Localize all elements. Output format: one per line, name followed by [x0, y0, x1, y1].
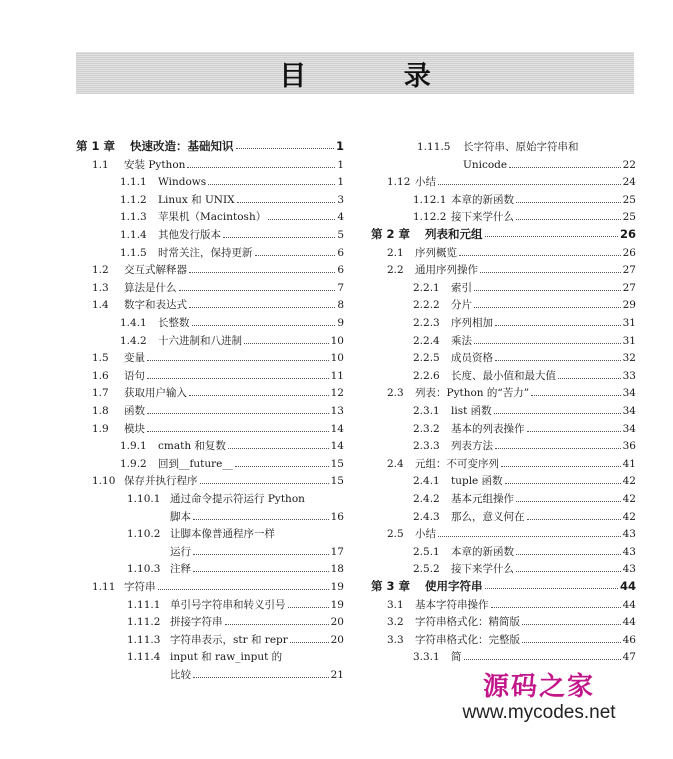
toc-dot-leader — [505, 472, 621, 484]
toc-entry-title: Windows — [158, 176, 207, 189]
toc-dot-leader — [158, 578, 329, 590]
toc-entry — [371, 332, 636, 350]
toc-entry-title: 模块 — [124, 422, 145, 435]
toc-chapter-entry — [76, 137, 344, 155]
toc-entry — [76, 332, 344, 350]
toc-entry — [76, 279, 344, 297]
toc-page-number: 1 — [337, 158, 344, 171]
toc-page-number: 44 — [622, 616, 636, 629]
toc-entry — [76, 613, 344, 631]
toc-dot-leader — [189, 384, 329, 396]
toc-page-number: 22 — [622, 158, 636, 171]
toc-dot-leader — [438, 173, 621, 185]
toc-entry-number: 1.8 — [92, 405, 109, 417]
toc-page-number: 13 — [330, 405, 344, 417]
toc-dot-leader — [527, 508, 621, 520]
toc-dot-leader — [474, 279, 621, 291]
toc-dot-leader — [147, 349, 329, 361]
toc-entry-number: 2.1 — [387, 246, 404, 259]
toc-dot-leader — [193, 508, 329, 520]
toc-entry-number: 1.2 — [92, 264, 109, 277]
toc-entry-title: 序列概览 — [415, 246, 457, 259]
toc-entry — [371, 314, 636, 332]
toc-entry — [76, 296, 344, 314]
toc-entry-title: 字符串格式化：完整版 — [415, 633, 520, 646]
toc-entry-title: 保存并执行程序 — [124, 475, 198, 488]
toc-entry-number: 1.11.5 — [417, 141, 451, 153]
toc-entry-number: 第 3 章 — [371, 579, 411, 593]
toc-dot-leader — [464, 648, 621, 660]
toc-entry — [76, 543, 344, 561]
toc-entry — [76, 455, 344, 473]
toc-page-number: 34 — [622, 405, 636, 417]
toc-page-number: 31 — [622, 334, 636, 347]
toc-entry-title: 让脚本像普通程序一样 — [170, 528, 275, 541]
toc-entry — [371, 208, 636, 226]
toc-entry-title: 基本元组操作 — [451, 493, 514, 505]
toc-entry-number: 1.10 — [92, 475, 116, 488]
toc-dot-leader — [527, 420, 621, 432]
toc-page-number: 43 — [622, 528, 636, 541]
toc-entry — [371, 437, 636, 455]
toc-entry — [371, 596, 636, 614]
toc-dot-leader — [193, 560, 329, 572]
toc-entry-number: 1.1.1 — [120, 176, 147, 189]
toc-dot-leader — [516, 543, 621, 555]
toc-entry-number: 1.1.2 — [120, 193, 147, 206]
toc-entry-title: 十六进制和八进制 — [158, 334, 242, 347]
toc-entry — [76, 226, 344, 244]
toc-entry-number: 2.2.2 — [413, 299, 440, 312]
toc-entry-title: 长整数 — [158, 317, 190, 329]
toc-entry-number: 1.11.1 — [127, 598, 161, 611]
toc-page-number: 1 — [337, 176, 344, 189]
toc-page-number: 42 — [622, 510, 636, 523]
watermark-url: www.mycodes.net — [462, 702, 616, 723]
toc-entry-title: list 函数 — [451, 405, 492, 417]
toc-entry-title: 时常关注，保持更新 — [158, 246, 253, 259]
toc-entry — [76, 208, 344, 226]
toc-page-number: 26 — [622, 246, 636, 259]
toc-dot-leader — [223, 226, 335, 238]
toc-entry — [76, 560, 344, 578]
toc-entry — [76, 261, 344, 279]
toc-entry — [371, 279, 636, 297]
toc-entry — [371, 296, 636, 314]
toc-entry-title: 安装 Python — [124, 158, 186, 171]
toc-dot-leader — [187, 156, 335, 168]
toc-entry — [76, 367, 344, 385]
toc-page-number: 29 — [622, 299, 636, 312]
toc-chapter-entry — [371, 577, 636, 595]
toc-entry-number: 3.3 — [387, 633, 404, 646]
toc-page-number: 44 — [622, 598, 636, 611]
toc-entry — [371, 508, 636, 526]
toc-page-number: 12 — [330, 387, 344, 400]
toc-entry — [371, 543, 636, 561]
toc-dot-leader — [193, 543, 329, 555]
toc-entry-number: 1.5 — [92, 352, 109, 365]
toc-dot-leader — [268, 208, 335, 220]
toc-entry-number: 1.12.1 — [413, 193, 447, 206]
toc-entry-title: 列表方法 — [451, 440, 493, 453]
toc-entry-number: 3.2 — [387, 616, 404, 629]
toc-page-number: 19 — [330, 598, 344, 611]
toc-entry — [371, 261, 636, 279]
toc-entry-number: 1.12 — [387, 176, 411, 189]
toc-dot-leader — [485, 225, 618, 237]
toc-entry-number: 1.11.2 — [127, 616, 161, 629]
toc-entry-title: input 和 raw_input 的 — [170, 651, 283, 664]
toc-entry-title: 字符串表示，str 和 repr — [170, 633, 288, 646]
toc-page-number: 43 — [622, 545, 636, 558]
toc-dot-leader — [474, 332, 621, 344]
toc-entry-title: 苹果机（Macintosh） — [158, 211, 267, 224]
toc-page-number: 21 — [330, 669, 344, 681]
toc-entry-number: 2.5.1 — [413, 545, 440, 558]
toc-page-number: 14 — [330, 422, 344, 435]
toc-entry-title: 长度、最小值和最大值 — [451, 369, 556, 382]
toc-entry — [76, 578, 344, 596]
toc-page-number: 1 — [335, 139, 344, 153]
toc-dot-leader — [192, 314, 336, 326]
toc-page-number: 24 — [622, 176, 636, 189]
toc-page-number: 7 — [337, 281, 344, 294]
toc-entry-title: 字符串格式化：精简版 — [415, 616, 520, 629]
toc-entry-title: 元组：不可变序列 — [415, 457, 499, 470]
toc-entry-title: 其他发行版本 — [158, 229, 221, 241]
toc-entry-title: 通用序列操作 — [415, 264, 478, 277]
toc-dot-leader — [495, 314, 621, 326]
toc-dot-leader — [147, 402, 329, 414]
toc-page-number: 14 — [330, 440, 344, 453]
toc-entry-title: 简 — [451, 651, 462, 664]
toc-dot-leader — [225, 613, 329, 625]
toc-dot-leader — [558, 367, 621, 379]
toc-entry — [76, 156, 344, 174]
toc-page-number: 20 — [330, 616, 344, 629]
toc-dot-leader — [189, 296, 335, 308]
toc-page-number: 25 — [622, 193, 636, 206]
toc-dot-leader — [516, 191, 621, 203]
toc-entry-number: 1.9 — [92, 422, 109, 435]
toc-page-number: 34 — [622, 422, 636, 435]
toc-entry — [371, 244, 636, 262]
toc-page-number: 10 — [330, 352, 344, 365]
toc-dot-leader — [480, 261, 621, 273]
toc-entry-number: 第 1 章 — [76, 139, 116, 153]
watermark — [444, 672, 634, 724]
toc-entry-number: 2.2.6 — [413, 369, 440, 382]
toc-dot-leader — [244, 332, 329, 344]
toc-entry-number: 2.3 — [387, 387, 404, 400]
page-title: 目 录 — [279, 60, 475, 92]
toc-dot-leader — [522, 613, 621, 625]
toc-entry-number: 1.10.1 — [127, 493, 161, 505]
toc-page-number: 47 — [622, 651, 636, 664]
toc-entry-number: 2.4.2 — [413, 493, 440, 505]
toc-dot-leader — [531, 384, 620, 396]
toc-entry-number: 2.2 — [387, 264, 404, 277]
toc-dot-leader — [147, 367, 329, 379]
toc-page-number: 5 — [337, 229, 344, 241]
toc-entry-number: 2.5 — [387, 528, 404, 541]
toc-dot-leader — [494, 402, 621, 414]
toc-dot-leader — [485, 577, 618, 589]
toc-entry-number: 1.1.3 — [120, 211, 147, 224]
toc-entry — [371, 384, 636, 402]
toc-page-number: 41 — [622, 457, 636, 470]
toc-entry — [371, 367, 636, 385]
toc-entry — [371, 138, 636, 156]
toc-entry-title: 快速改造：基础知识 — [130, 139, 234, 153]
toc-entry-number: 2.3.3 — [413, 440, 440, 453]
toc-entry-number: 1.6 — [92, 369, 109, 382]
toc-entry-title: 使用字符串 — [425, 579, 483, 593]
toc-dot-leader — [237, 191, 336, 203]
toc-dot-leader — [491, 596, 621, 608]
toc-entry-title: 序列相加 — [451, 317, 493, 329]
toc-entry — [76, 525, 344, 543]
toc-dot-leader — [495, 349, 621, 361]
toc-entry-title: 乘法 — [451, 334, 472, 347]
toc-entry-number: 1.1.4 — [120, 229, 147, 241]
toc-entry-title: 算法是什么 — [124, 281, 177, 294]
toc-entry-title: Unicode — [463, 158, 508, 171]
toc-entry — [76, 648, 344, 666]
toc-dot-leader — [516, 490, 621, 502]
toc-entry — [76, 173, 344, 191]
toc-page-number: 3 — [337, 193, 344, 206]
toc-entry-number: 1.12.2 — [413, 211, 447, 224]
toc-entry-title: 列表：Python 的“苦力” — [415, 387, 530, 400]
toc-entry-number: 2.2.4 — [413, 334, 440, 347]
toc-page-number: 10 — [330, 334, 344, 347]
toc-page-number: 20 — [330, 633, 344, 646]
toc-dot-leader — [255, 244, 336, 256]
toc-entry-number: 2.4.3 — [413, 510, 440, 523]
toc-dot-leader — [522, 631, 621, 643]
toc-entry-title: 注释 — [170, 563, 191, 576]
toc-dot-leader — [147, 420, 329, 432]
toc-entry-title: 小结 — [415, 528, 436, 541]
toc-entry-number: 1.7 — [92, 387, 109, 400]
toc-entry-title: 数字和表达式 — [124, 299, 187, 312]
toc-dot-leader — [288, 596, 329, 608]
toc-entry — [76, 420, 344, 438]
toc-entry-title: 函数 — [124, 405, 145, 417]
toc-entry-title: tuple 函数 — [451, 475, 503, 488]
toc-entry-number: 2.2.5 — [413, 352, 440, 365]
watermark-logo-text: 源码之家 — [482, 672, 595, 702]
toc-page-number: 15 — [330, 475, 344, 488]
toc-entry-title: 单引号字符串和转义引号 — [170, 598, 286, 611]
toc-entry-title: 基本的列表操作 — [451, 422, 525, 435]
toc-entry-number: 1.11.3 — [127, 633, 161, 646]
toc-entry-number: 1.10.2 — [127, 528, 161, 541]
toc-entry — [371, 631, 636, 649]
toc-dot-leader — [193, 666, 329, 678]
toc-entry-number: 1.1 — [92, 158, 109, 171]
toc-chapter-entry — [371, 225, 636, 243]
toc-entry — [76, 349, 344, 367]
toc-entry — [371, 648, 636, 666]
toc-entry-title: 运行 — [170, 545, 191, 558]
toc-dot-leader — [179, 279, 336, 291]
toc-entry-number: 2.3.2 — [413, 422, 440, 435]
toc-entry — [371, 420, 636, 438]
toc-page-number: 27 — [622, 281, 636, 294]
toc-page-number: 31 — [622, 317, 636, 329]
toc-entry-number: 1.4.2 — [120, 334, 147, 347]
toc-entry — [371, 173, 636, 191]
toc-page-number: 4 — [337, 211, 344, 224]
toc-entry-number: 第 2 章 — [371, 227, 411, 241]
toc-entry — [76, 384, 344, 402]
toc-entry-number: 2.4.1 — [413, 475, 440, 488]
toc-entry — [76, 472, 344, 490]
toc-entry-title: 变量 — [124, 352, 145, 365]
toc-dot-leader — [235, 455, 329, 467]
toc-entry-title: 脚本 — [170, 510, 191, 523]
toc-page-number: 6 — [337, 246, 344, 259]
toc-entry — [76, 314, 344, 332]
toc-entry-number: 1.4 — [92, 299, 109, 312]
toc-page-number: 33 — [622, 369, 636, 382]
toc-entry-number: 2.5.2 — [413, 563, 440, 576]
toc-entry-title: 本章的新函数 — [451, 193, 514, 206]
toc-dot-leader — [290, 631, 329, 643]
toc-entry-title: 列表和元组 — [425, 227, 483, 241]
toc-entry — [371, 560, 636, 578]
toc-page-number: 11 — [330, 369, 344, 382]
toc-entry-number: 2.2.1 — [413, 281, 440, 294]
toc-page-number: 34 — [622, 387, 636, 400]
toc-entry-number: 1.3 — [92, 281, 109, 294]
toc-entry — [76, 666, 344, 684]
toc-page-number: 46 — [622, 633, 636, 646]
toc-entry-number: 3.3.1 — [413, 651, 440, 664]
toc-entry-title: 字符串 — [124, 581, 156, 593]
toc-entry-number: 1.11.4 — [127, 651, 161, 664]
toc-page-number: 9 — [337, 317, 344, 329]
toc-entry — [76, 508, 344, 526]
toc-page-number: 8 — [337, 299, 344, 312]
toc-entry — [371, 349, 636, 367]
toc-entry — [371, 472, 636, 490]
toc-entry-title: 基本字符串操作 — [415, 598, 489, 611]
toc-entry-number: 1.1.5 — [120, 246, 147, 259]
toc-dot-leader — [189, 261, 335, 273]
toc-page-number: 36 — [622, 440, 636, 453]
toc-entry-title: Linux 和 UNIX — [158, 193, 235, 206]
toc-dot-leader — [208, 173, 335, 185]
toc-entry-title: 成员资格 — [451, 352, 493, 365]
toc-entry-number: 1.9.1 — [120, 440, 147, 453]
toc-entry — [76, 437, 344, 455]
toc-entry-number: 3.1 — [387, 598, 404, 611]
toc-entry — [76, 631, 344, 649]
toc-entry — [76, 596, 344, 614]
toc-page-number: 32 — [622, 352, 636, 365]
toc-entry-title: cmath 和复数 — [158, 440, 226, 453]
toc-entry — [76, 191, 344, 209]
toc-dot-leader — [200, 472, 329, 484]
toc-entry — [371, 402, 636, 420]
toc-entry-title: 拼接字符串 — [170, 616, 223, 629]
toc-entry — [371, 490, 636, 508]
toc-entry-title: 索引 — [451, 281, 472, 294]
toc-entry-title: 那么，意义何在 — [451, 510, 525, 523]
toc-dot-leader — [495, 437, 621, 449]
toc-dot-leader — [516, 560, 621, 572]
toc-dot-leader — [438, 525, 621, 537]
toc-page-number: 18 — [330, 563, 344, 576]
toc-entry — [76, 490, 344, 508]
toc-dot-leader — [474, 296, 621, 308]
toc-dot-leader — [509, 156, 621, 168]
toc-page-number: 19 — [330, 581, 344, 593]
toc-entry-number: 2.3.1 — [413, 405, 440, 417]
toc-dot-leader — [516, 208, 621, 220]
toc-entry-number: 1.11 — [92, 581, 116, 593]
toc-page-number: 27 — [622, 264, 636, 277]
toc-entry-title: 回到__future__ — [158, 457, 233, 470]
toc-entry-title: 语句 — [124, 369, 145, 382]
toc-entry-title: 分片 — [451, 299, 472, 312]
toc-dot-leader — [459, 244, 621, 256]
toc-entry-title: 接下来学什么 — [451, 211, 514, 224]
toc-page-number: 42 — [622, 475, 636, 488]
toc-entry-title: 小结 — [415, 176, 436, 189]
title-banner — [76, 52, 634, 94]
toc-page-number: 43 — [622, 563, 636, 576]
toc-entry-number: 1.10.3 — [127, 563, 161, 576]
toc-entry-title: 交互式解释器 — [124, 264, 187, 277]
toc-entry — [371, 191, 636, 209]
toc-entry-title: 比较 — [170, 669, 191, 681]
toc-entry — [371, 525, 636, 543]
toc-entry-title: 接下来学什么 — [451, 563, 514, 576]
toc-entry-title: 长字符串、原始字符串和 — [463, 141, 579, 153]
toc-page-number: 26 — [619, 227, 636, 241]
toc-entry-number: 1.9.2 — [120, 457, 147, 470]
toc-entry — [371, 455, 636, 473]
toc-page-number: 44 — [619, 579, 636, 593]
toc-page-number: 16 — [330, 510, 344, 523]
toc-entry — [371, 156, 636, 174]
toc-page-number: 15 — [330, 457, 344, 470]
toc-entry-number: 1.4.1 — [120, 317, 147, 329]
toc-dot-leader — [236, 137, 334, 149]
toc-entry-number: 2.2.3 — [413, 317, 440, 329]
toc-page-number: 25 — [622, 211, 636, 224]
toc-page-number: 42 — [622, 493, 636, 505]
toc-entry-number: 2.4 — [387, 457, 404, 470]
toc-entry-title: 获取用户输入 — [124, 387, 187, 400]
toc-entry-title: 本章的新函数 — [451, 545, 514, 558]
toc-page-number: 17 — [330, 545, 344, 558]
toc-entry-title: 通过命令提示符运行 Python — [170, 493, 305, 505]
toc-page-number: 6 — [337, 264, 344, 277]
toc-entry — [76, 244, 344, 262]
toc-entry — [371, 613, 636, 631]
toc-dot-leader — [501, 455, 621, 467]
toc-entry — [76, 402, 344, 420]
toc-dot-leader — [228, 437, 329, 449]
